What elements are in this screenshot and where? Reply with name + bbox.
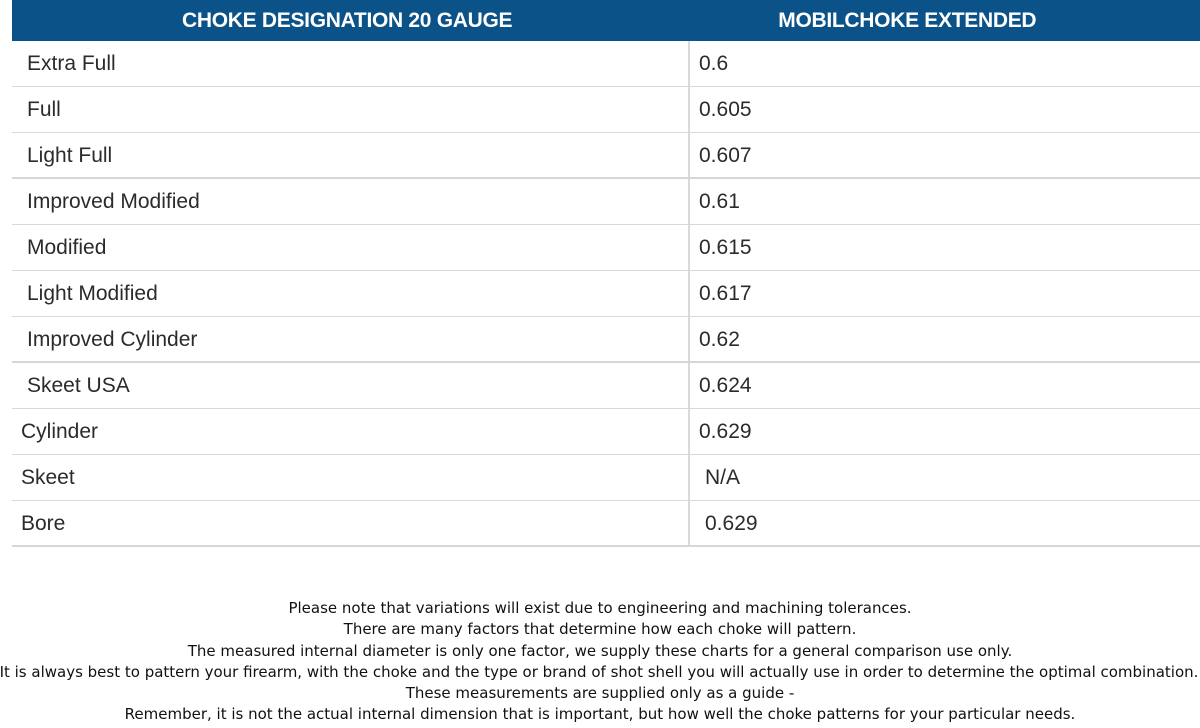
note-line: These measurements are supplied only as a guide - bbox=[405, 684, 795, 703]
table-row bbox=[12, 179, 1200, 225]
table-row bbox=[12, 409, 1200, 455]
table-row bbox=[12, 41, 1200, 87]
table-row bbox=[12, 317, 1200, 363]
note-line: Remember, it is not the actual internal dimension that is important, but how well the choke patterns for your particular needs. bbox=[124, 705, 1076, 724]
note-line: Please note that variations will exist due to engineering and machining tolerances. bbox=[288, 599, 912, 617]
choke-value: 0.629 bbox=[705, 512, 758, 535]
header-choke-designation: CHOKE DESIGNATION 20 GAUGE bbox=[182, 9, 513, 32]
choke-name: Extra Full bbox=[12, 41, 690, 86]
choke-name: Modified bbox=[12, 225, 690, 270]
table-row bbox=[12, 363, 1200, 409]
choke-value: 0.61 bbox=[699, 190, 740, 213]
choke-name: Bore bbox=[12, 501, 690, 545]
note-line: The measured internal diameter is only one factor, we supply these charts for a general comparison use only. bbox=[187, 641, 1013, 660]
choke-name: Skeet bbox=[12, 455, 690, 500]
choke-value: 0.6 bbox=[699, 52, 729, 75]
choke-name: Full bbox=[12, 87, 690, 132]
choke-value: 0.605 bbox=[699, 98, 752, 121]
choke-value: 0.615 bbox=[699, 236, 752, 259]
choke-name: Cylinder bbox=[12, 409, 690, 454]
header-mobilchoke-extended: MOBILCHOKE EXTENDED bbox=[778, 9, 1037, 32]
table-row bbox=[12, 87, 1200, 133]
note-line: It is always best to pattern your firearm, with the choke and the type or brand of shot shell you will actually use in order to determine the optimal combination. bbox=[0, 662, 1199, 681]
table-header bbox=[12, 0, 1200, 41]
choke-value: 0.62 bbox=[699, 328, 740, 351]
choke-value: 0.624 bbox=[699, 374, 752, 397]
choke-name: Light Modified bbox=[12, 271, 690, 316]
table-row bbox=[12, 455, 1200, 501]
choke-value: 0.607 bbox=[699, 144, 752, 167]
choke-table bbox=[12, 0, 1200, 547]
choke-value: 0.629 bbox=[699, 420, 752, 443]
table-row bbox=[12, 225, 1200, 271]
table-row bbox=[12, 271, 1200, 317]
choke-name: Improved Cylinder bbox=[12, 317, 690, 361]
choke-name: Skeet USA bbox=[12, 363, 690, 408]
table-row bbox=[12, 501, 1200, 547]
choke-value: N/A bbox=[705, 466, 741, 489]
table-row bbox=[12, 133, 1200, 179]
choke-name: Light Full bbox=[12, 133, 690, 177]
choke-name: Improved Modified bbox=[12, 179, 690, 224]
choke-value: 0.617 bbox=[699, 282, 752, 305]
disclaimer-notes bbox=[0, 598, 1200, 726]
note-line: There are many factors that determine how each choke will pattern. bbox=[343, 620, 857, 639]
